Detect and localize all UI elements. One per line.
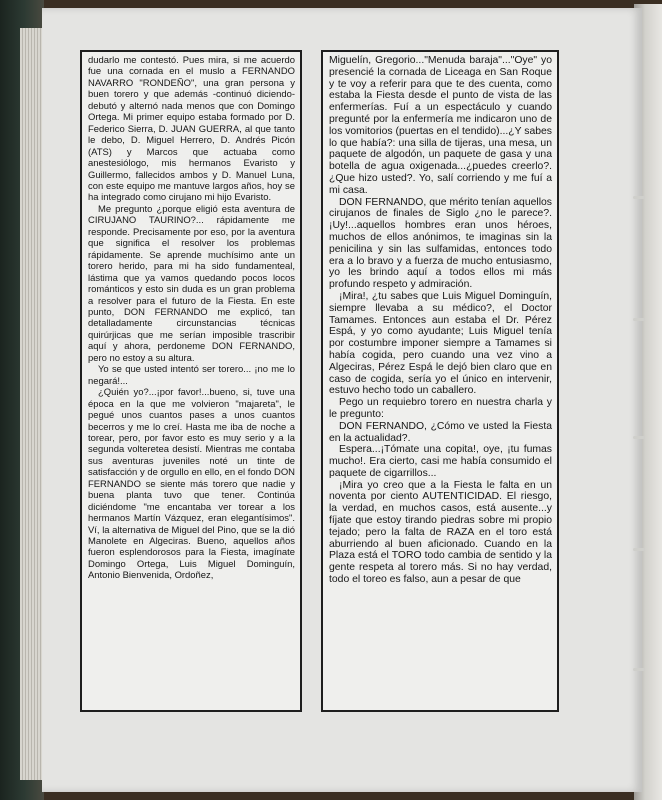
left-paragraph-4: ¿Quién yo?...¡por favor!...bueno, si, tuve una época en la que me volvieron "majareta", le pegué unos cuantos pases a unos cuantos becerros y me lo creí. Hasta me iba de noche a torear, pero, por favor esto es muy serio y a la segunda volteretea desistí. Mientras me contaba sus aventuras juveniles noté un tinte de satisfacción y de orgullo en ello, en el fondo DON FERNANDO se siente más torero que nadie y buena planta tuvo que tener. Continúa diciéndome "me encantaba ver torear a los hermanos Martín Vázquez, eran elegantísimos". Ví, la alternativa de Miguel del Pino, que se la dió Manolete en Algeciras. Bueno, aquellos años fueron esplendorosos para la Fiesta, imagínate Domingo Ortega, Luis Miguel Dominguín, Antonio Bienvenida, Ordoñez, xyxy=(88,387,295,582)
right-column-text xyxy=(323,52,557,586)
left-column-text xyxy=(82,52,300,582)
right-paragraph-2: DON FERNANDO, que mérito tenían aquellos cirujanos de finales de Siglo ¿no le parece?. ¡Uy!...aquellos hombres eran unos héroes, muchos de ellos anónimos, te imaginas sin la penicilina y sin las sulfamidas, entonces todo era a lo bravo y a fuerza de mucho entusiasmo, yo les brindo aquí a todos ellos mi más profundo respeto y admiración. xyxy=(329,196,552,291)
binding-stitch xyxy=(633,318,645,321)
right-paragraph-4: Pego un requiebro torero en nuestra charla y le pregunto: xyxy=(329,397,552,420)
left-paragraph-1: dudarlo me contestó. Pues mira, si me acuerdo fue una cornada en el muslo a FERNANDO NAVARRO "RONDEÑO", una gran persona y buen torero y que además -continuó diciendo- debutó y alternó nada menos que con Domingo Ortega. Mi primer equipo estaba formado por D. Federico Sierra, D. JUAN GUERRA, al que tanto le debo, D. Miguel Herrero, D. Andrés Picón (ATS) y Marcos que actuaba como anestesiólogo, mis hermanos Evaristo y Guillermo, fallecidos ambos y D. Manuel Luna, con este equipo me mantuve largos años, hoy se ha integrado como cirujano mi hijo Evaristo. xyxy=(88,55,295,204)
left-paragraph-2: Me pregunto ¿porque eligió esta aventura de CIRUJANO TAURINO?... rápidamente me responde. Precisamente por eso, por la aventura que significa el resolver los problemas rápidamente. Se aprende muchísimo ante un torero herido, para mi ha sido fundamenteal, lástima que ya vamos quedando pocos locos románticos y esto sin duda es un gran problema a resolver para el futuro de la Fiesta. En este punto, DON FERNANDO me explicó, tan detalladamente circunstancias técnicas quirúrjicas que me serían imposible trascribir aquí y ahora, perdoneme DON FERNANDO, pero no estoy a su altura. xyxy=(88,203,295,364)
left-paragraph-3: Yo se que usted intentó ser torero... ¡no me lo negará!... xyxy=(88,364,295,387)
binding-stitch xyxy=(633,196,645,199)
right-text-column xyxy=(321,50,559,712)
binding-stitch xyxy=(633,668,645,671)
right-paragraph-3: ¡Mira!, ¿tu sabes que Luis Miguel Dominguín, siempre llevaba a su médico?, el Doctor Tamames. Entonces aun estaba el Dr. Pérez Espá, y yo como ayudante; Luis Miguel tenía por costumbre imponer siempre a Tamames si había cogida, pero cuando una vez vino a Algeciras, Pérez Espá le dejó bien claro que en caso de cogida, sería yo el único en intervenir, estuvo hecho todo un caballero. xyxy=(329,290,552,397)
binding-stitch xyxy=(633,548,645,551)
right-paragraph-7: ¡Mira yo creo que a la Fiesta le falta en un noventa por ciento AUTENTICIDAD. El riesgo, la verdad, en muchos casos, está ausente...y fíjate que estoy tirando piedras sobre mi propio tejado; pero la falta de RAZA en el toro está aburriendo al buen aficionado. Cuando en la Plaza está el TORO todo cambia de sentido y la gente respeta al torero más. Si no hay verdad, todo el toreo es falso, aun a pesar de que xyxy=(329,479,552,586)
left-text-column xyxy=(80,50,302,712)
binding-stitch xyxy=(633,436,645,439)
right-paragraph-1: Miguelín, Gregorio..."Menuda baraja"..."Oye" yo presencié la cornada de Liceaga en San Roque y te voy a referir para que te des cuenta, como estaba la Fiesta desde el punto de vista de las enfermerías. Fuí a un espectáculo y cuando pregunté por la enfermería me indicaron uno de los vomitorios (puertas en el tendido)...¿Y sabes lo que había?: una silla de tijeras, una mesa, un paquete de algodón, un paquete de gasa y una botella de agua oxigenada...¿puedes creerlo?. ¿Que hizo usted?. Yo, salí corriendo y me fuí a mi casa. xyxy=(329,55,552,196)
right-paragraph-5: DON FERNANDO, ¿Cómo ve usted la Fiesta en la actualidad?. xyxy=(329,420,552,444)
right-paragraph-6: Espera...¡Tómate una copita!, oye, ¡tu fumas mucho!. Era cierto, casi me había consumido el paquete de cigarrillos... xyxy=(329,444,552,479)
